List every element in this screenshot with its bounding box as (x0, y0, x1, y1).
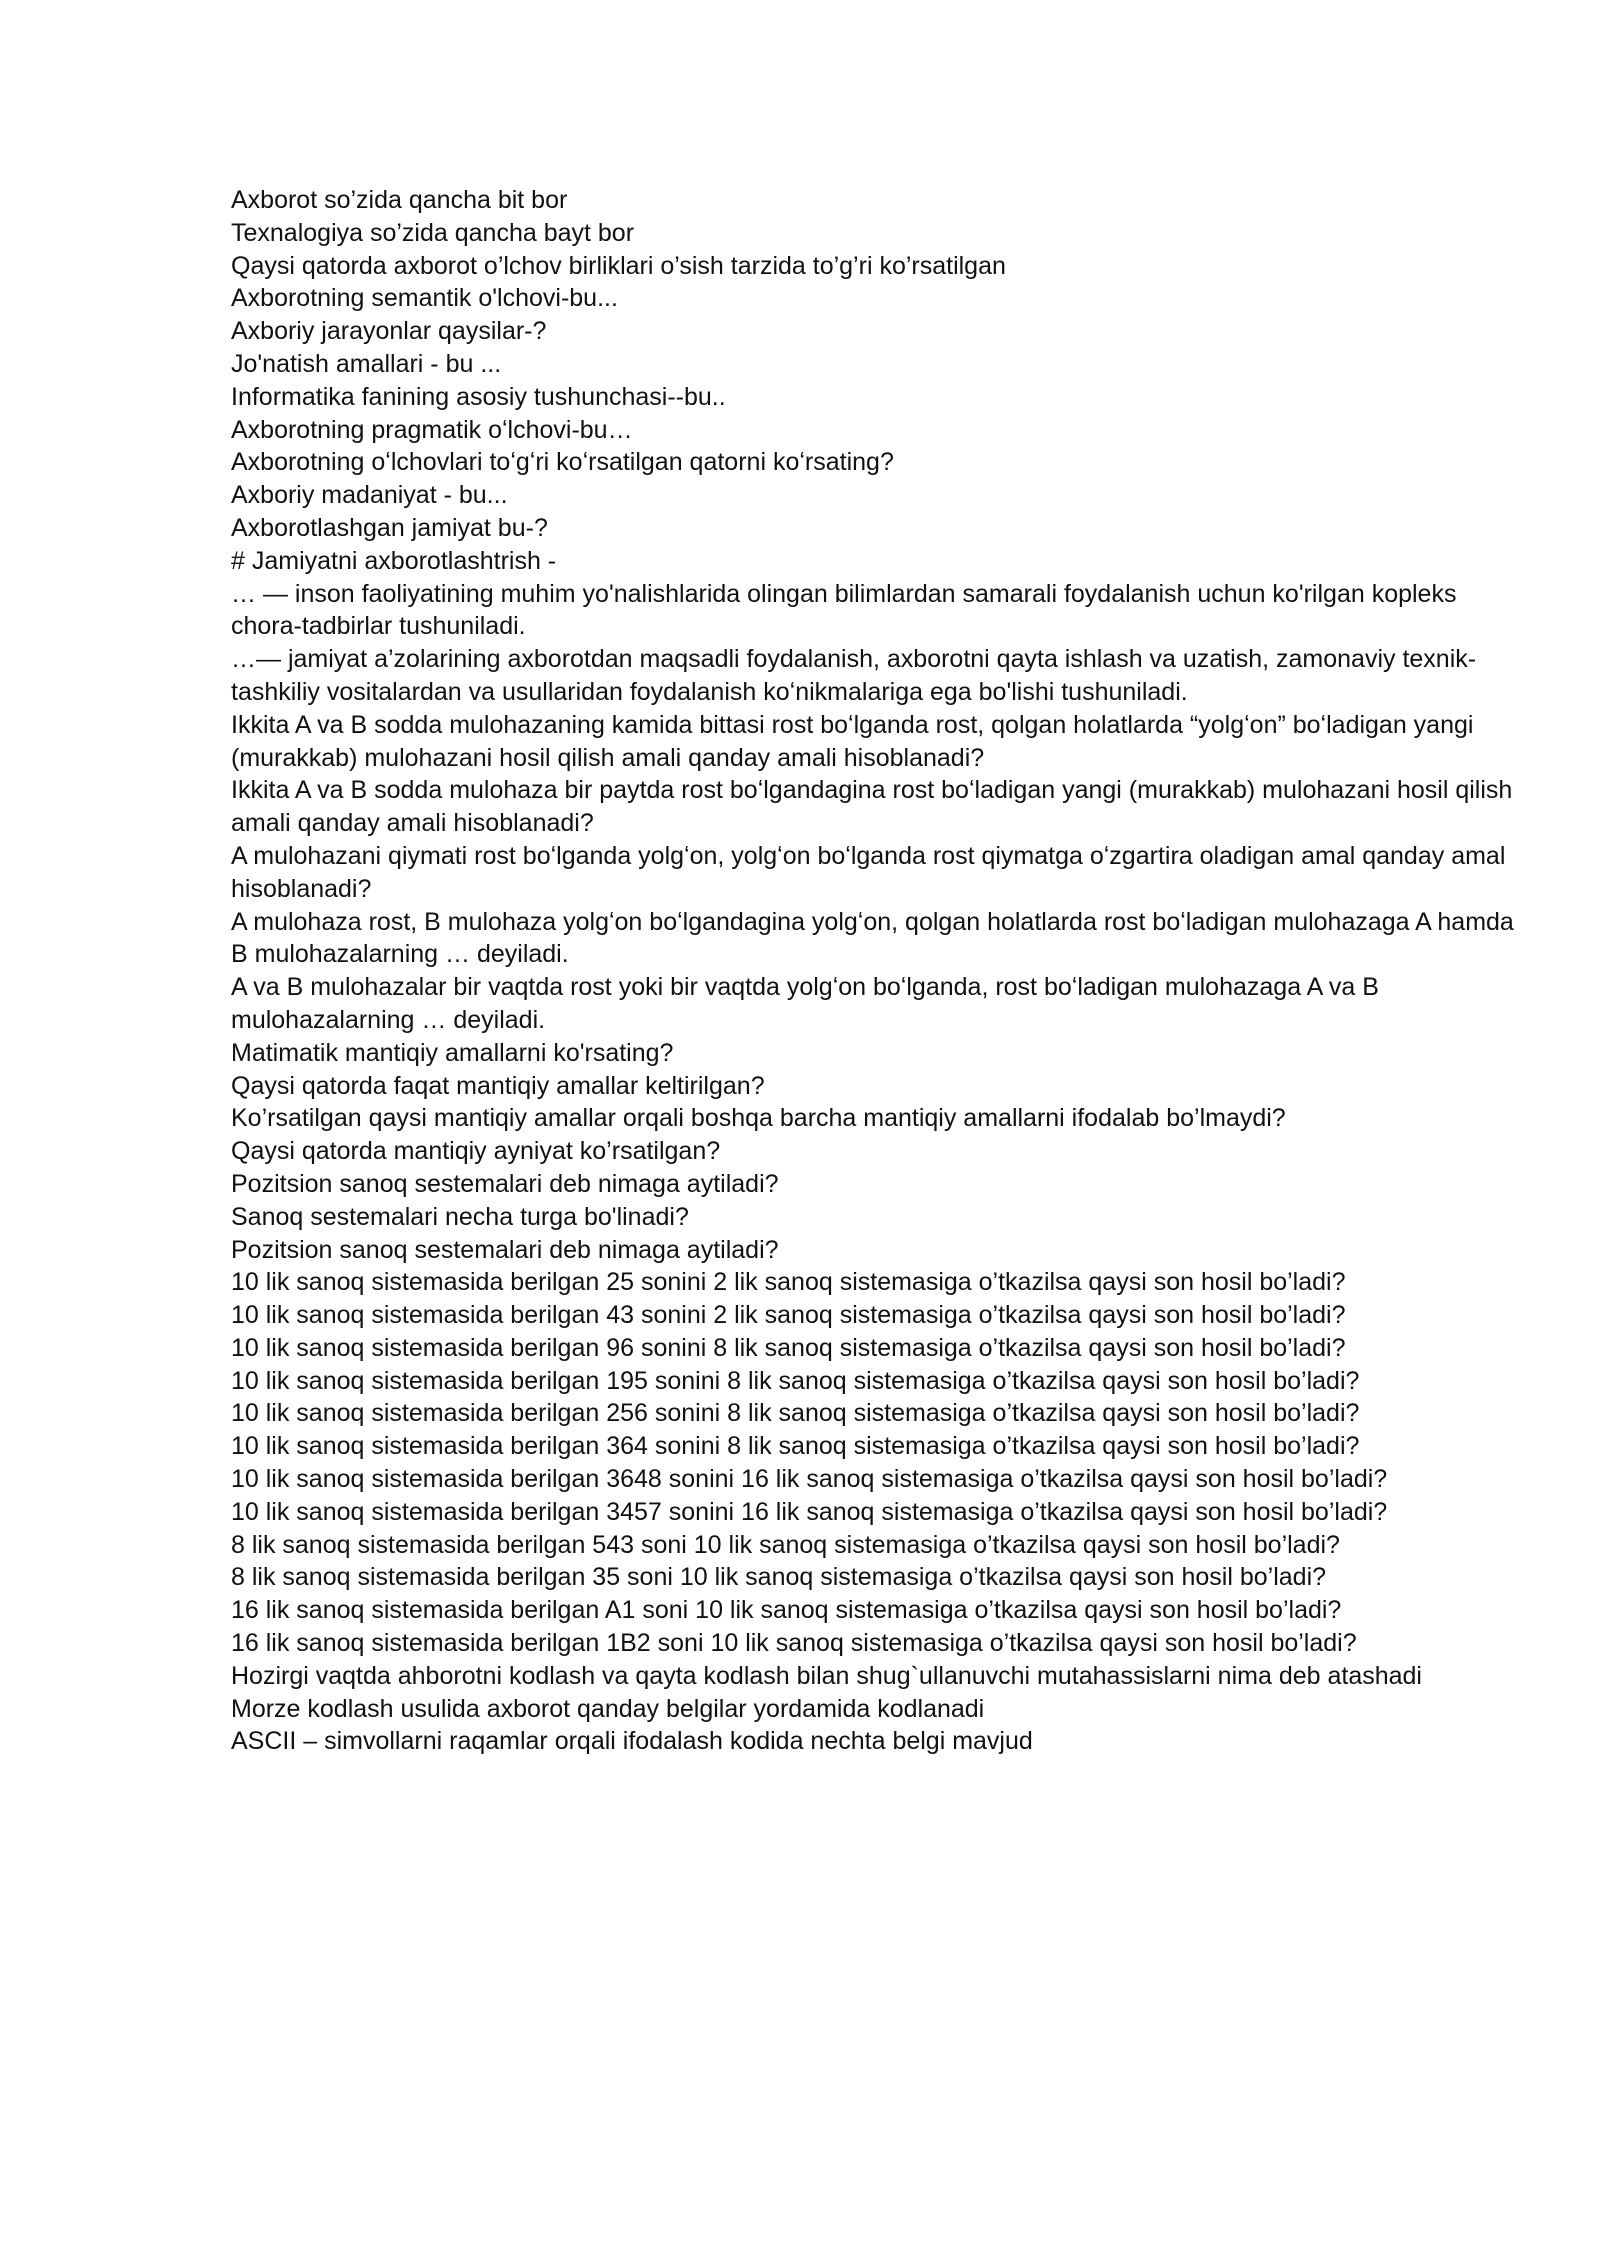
question-line: Qaysi qatorda mantiqiy ayniyat ko’rsatilgan? (231, 1137, 721, 1166)
question-line: 10 lik sanoq sistemasida berilgan 25 sonini 2 lik sanoq sistemasiga o’tkazilsa qaysi son hosil bo’ladi? (231, 1268, 1346, 1297)
question-line: A mulohazani qiymati rost boʻlganda yolgʻon, yolgʻon boʻlganda rost qiymatga oʻzgartira oladigan amal qanday amal hisoblanadi? (231, 841, 1506, 903)
question-line: Ko’rsatilgan qaysi mantiqiy amallar orqali boshqa barcha mantiqiy amallarni ifodalab bo’lmaydi? (231, 1104, 1286, 1133)
question-line: Axborot so’zida qancha bit bor (231, 186, 568, 214)
question-line: 8 lik sanoq sistemasida berilgan 35 soni 10 lik sanoq sistemasiga o’tkazilsa qaysi son hosil bo’ladi? (231, 1563, 1327, 1592)
question-line: 16 lik sanoq sistemasida berilgan 1B2 soni 10 lik sanoq sistemasiga o’tkazilsa qaysi son hosil bo’ladi? (231, 1629, 1357, 1658)
question-line: 16 lik sanoq sistemasida berilgan A1 soni 10 lik sanoq sistemasiga o’tkazilsa qaysi son hosil bo’ladi? (231, 1596, 1342, 1625)
question-line: Pozitsion sanoq sestemalari deb nimaga aytiladi? (231, 1169, 779, 1198)
question-line: 10 lik sanoq sistemasida berilgan 43 sonini 2 lik sanoq sistemasiga o’tkazilsa qaysi son hosil bo’ladi? (231, 1301, 1346, 1330)
question-line: Hozirgi vaqtda ahborotni kodlash va qayta kodlash bilan shug`ullanuvchi mutahassislarni nima deb atashadi (231, 1661, 1422, 1690)
question-list (231, 184, 1521, 1758)
question-line: Ikkita A va B sodda mulohaza bir paytda rost boʻlgandagina rost boʻladigan yangi (murakkab) mulohazani hosil qilish amali qanday amali hisoblanadi? (231, 776, 1513, 838)
question-line: Axboriy jarayonlar qaysilar-? (231, 317, 547, 346)
question-line: … — inson faoliyatining muhim yo'nalishlarida olingan bilimlardan samarali foydalanish uchun ko'rilgan kopleks chora-tadbirlar tushuniladi. (231, 579, 1457, 641)
question-line: ASCII – simvollarni raqamlar orqali ifodalash kodida nechta belgi mavjud (231, 1727, 1033, 1756)
question-line: 10 lik sanoq sistemasida berilgan 195 sonini 8 lik sanoq sistemasiga o’tkazilsa qaysi son hosil bo’ladi? (231, 1366, 1360, 1395)
question-line: 10 lik sanoq sistemasida berilgan 256 sonini 8 lik sanoq sistemasiga o’tkazilsa qaysi son hosil bo’ladi? (231, 1399, 1360, 1428)
question-line: Informatika fanining asosiy tushunchasi--bu.. (231, 382, 726, 411)
question-line: 8 lik sanoq sistemasida berilgan 543 soni 10 lik sanoq sistemasiga o’tkazilsa qaysi son hosil bo’ladi? (231, 1530, 1340, 1559)
question-line: Qaysi qatorda faqat mantiqiy amallar keltirilgan? (231, 1071, 765, 1100)
question-line: A mulohaza rost, B mulohaza yolgʻon boʻlgandagina yolgʻon, qolgan holatlarda rost boʻladigan mulohazaga A hamda B mulohazalarning … deyiladi. (231, 907, 1514, 969)
question-line: 10 lik sanoq sistemasida berilgan 3648 sonini 16 lik sanoq sistemasiga o’tkazilsa qaysi son hosil bo’ladi? (231, 1465, 1388, 1494)
question-line: Matimatik mantiqiy amallarni ko'rsating? (231, 1038, 674, 1067)
question-line: Ikkita A va B sodda mulohazaning kamida bittasi rost boʻlganda rost, qolgan holatlarda “yolgʻon” boʻladigan yangi (murakkab) mulohazani hosil qilish amali qanday amali hisoblanadi? (231, 710, 1474, 772)
question-line: Pozitsion sanoq sestemalari deb nimaga aytiladi? (231, 1235, 779, 1264)
question-line: 10 lik sanoq sistemasida berilgan 3457 sonini 16 lik sanoq sistemasiga o’tkazilsa qaysi son hosil bo’ladi? (231, 1497, 1388, 1526)
question-line: Axborotning semantik o'lchovi-bu... (231, 284, 618, 313)
question-line: Sanoq sestemalari necha turga bo'linadi? (231, 1202, 689, 1231)
question-line: Morze kodlash usulida axborot qanday belgilar yordamida kodlanadi (231, 1694, 985, 1723)
question-line: Axborotning oʻlchovlari toʻgʻri koʻrsatilgan qatorni koʻrsating? (231, 448, 894, 477)
question-line: Axboriy madaniyat - bu... (231, 481, 508, 510)
question-line: …— jamiyat a’zolarining axborotdan maqsadli foydalanish, axborotni qayta ishlash va uzatish, zamonaviy texnik-tashkiliy vositalardan va usullaridan foydalanish koʻnikmalariga ega bo'lishi tushuniladi. (231, 645, 1477, 706)
question-line: Axborotning pragmatik oʻlchovi-bu… (231, 415, 633, 444)
question-line: # Jamiyatni axborotlashtrish - (231, 546, 557, 575)
question-line: Qaysi qatorda axborot o’lchov birliklari o’sish tarzida to’g’ri ko’rsatilgan (231, 251, 1006, 280)
question-line: 10 lik sanoq sistemasida berilgan 364 sonini 8 lik sanoq sistemasiga o’tkazilsa qaysi son hosil bo’ladi? (231, 1432, 1360, 1461)
question-line: Jo'natish amallari - bu ... (231, 349, 502, 378)
question-line: Texnalogiya so’zida qancha bayt bor (231, 218, 635, 247)
question-line: Axborotlashgan jamiyat bu-? (231, 513, 548, 542)
question-line: A va B mulohazalar bir vaqtda rost yoki bir vaqtda yolgʻon boʻlganda, rost boʻladigan mulohazaga A va B mulohazalarning … deyiladi. (231, 973, 1379, 1034)
question-line: 10 lik sanoq sistemasida berilgan 96 sonini 8 lik sanoq sistemasiga o’tkazilsa qaysi son hosil bo’ladi? (231, 1333, 1346, 1362)
